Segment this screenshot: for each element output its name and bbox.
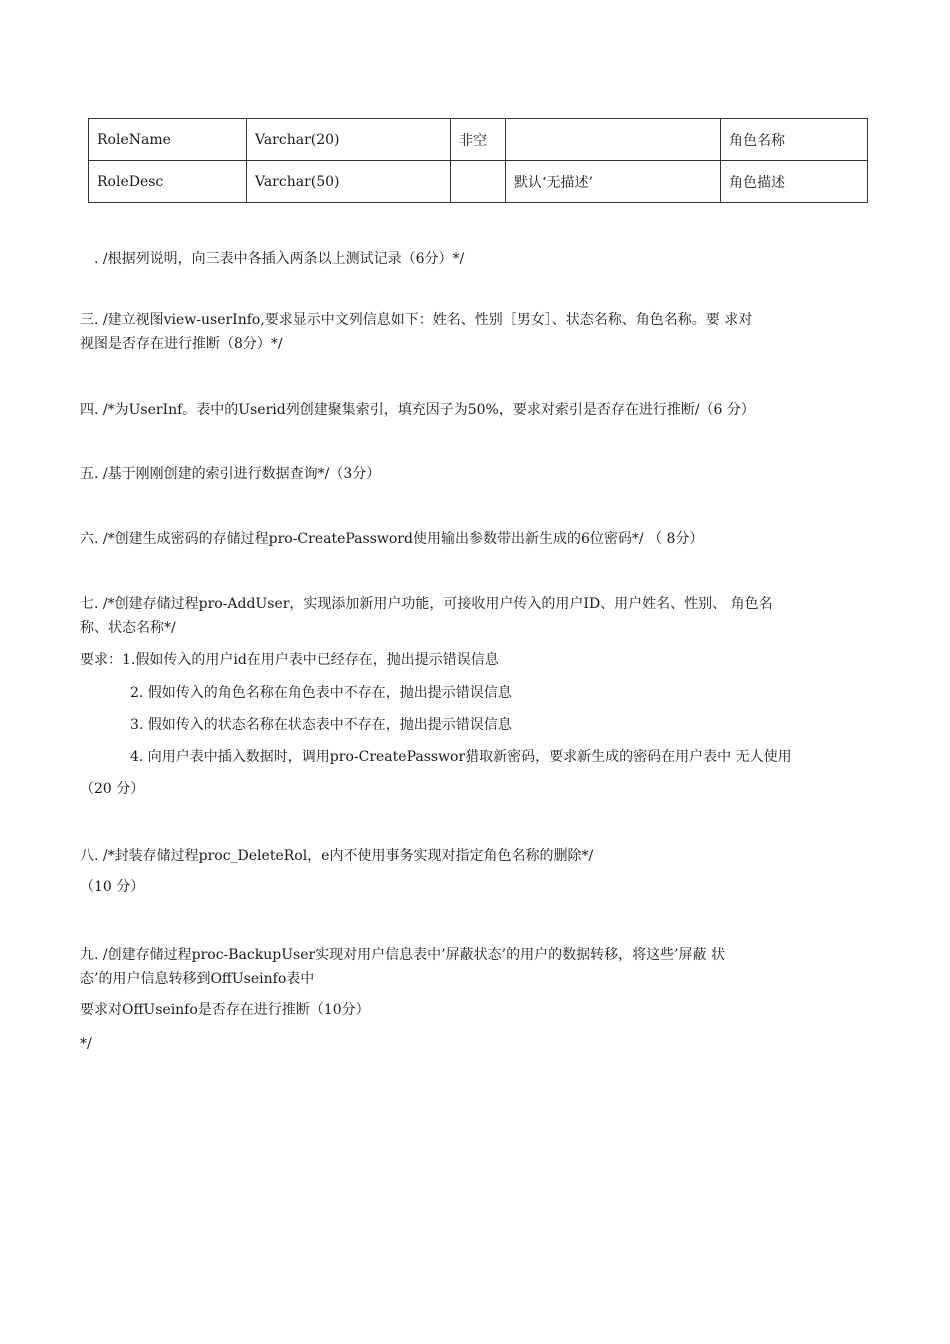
column-name-cell: RoleName <box>89 119 247 161</box>
question-6-line: 六. /*创建生成密码的存储过程pro-CreatePassword使用输出参数带出新生成的6位密码*/ （ 8分） <box>80 531 704 547</box>
requirement-3: 3. 假如传入的状态名称在状态表中不存在，抛出提示错误信息 <box>130 717 512 733</box>
table-row <box>89 161 868 203</box>
default-cell: 默认‘无描述’ <box>506 161 721 203</box>
requirement-1: 要求：1.假如传入的用户id在用户表中已经存在，抛出提示错误信息 <box>80 652 499 668</box>
question-2-line: . /根据列说明，向三表中各插入两条以上测试记录（6分）*/ <box>94 251 465 267</box>
requirement-4: 4. 向用户表中插入数据时，调用pro-CreatePasswor猎取新密码，要求新生成的密码在用户表中 无人使用 <box>130 749 792 765</box>
question-8-line: 八. /*封装存储过程proc_DeleteRol，e内不使用事务实现对指定角色名称的删除*/ <box>80 848 594 864</box>
requirement-2: 2. 假如传入的角色名称在角色表中不存在，抛出提示错误信息 <box>130 685 512 701</box>
data-type-cell: Varchar(20) <box>247 119 451 161</box>
default-cell <box>506 119 721 161</box>
data-type-cell: Varchar(50) <box>247 161 451 203</box>
question-9-line-2: 态’的用户信息转移到OffUseinfo表中 <box>80 971 315 987</box>
comment-end: */ <box>80 1036 92 1052</box>
column-spec-table <box>88 118 868 203</box>
question-7-line-1: 七. /*创建存储过程pro-AddUser，实现添加新用户功能，可接收用户传入的用户ID、用户姓名、性别、 角色名 <box>80 596 773 612</box>
question-3-line-2: 视图是否存在进行推断（8分）*/ <box>80 336 283 352</box>
question-7-score: （20 分） <box>80 781 145 797</box>
column-name-cell: RoleDesc <box>89 161 247 203</box>
constraint-cell <box>451 161 506 203</box>
question-5-line: 五. /基于刚刚创建的索引进行数据查询*/（3分） <box>80 466 381 482</box>
question-9-line-1: 九. /创建存储过程proc-BackupUser实现对用户信息表中’屏蔽状态’的用户的数据转移，将这些’屏蔽 状 <box>80 947 725 963</box>
description-cell: 角色描述 <box>721 161 868 203</box>
question-9-requirement: 要求对OffUseinfo是否存在进行推断（10分） <box>80 1002 370 1018</box>
question-8-score: （10 分） <box>80 879 145 895</box>
question-3-line-1: 三. /建立视图view-userInfo,要求显示中文列信息如下：姓名、性别［男女］、状态名称、角色名称。要 求对 <box>80 312 753 328</box>
question-7-line-2: 称、状态名称*/ <box>80 620 176 636</box>
description-cell: 角色名称 <box>721 119 868 161</box>
table-row <box>89 119 868 161</box>
question-4-line: 四. /*为UserInf。表中的Userid列创建聚集索引，填充因子为50%，要求对索引是否存在进行推断/（6 分） <box>80 402 755 418</box>
constraint-cell: 非空 <box>451 119 506 161</box>
